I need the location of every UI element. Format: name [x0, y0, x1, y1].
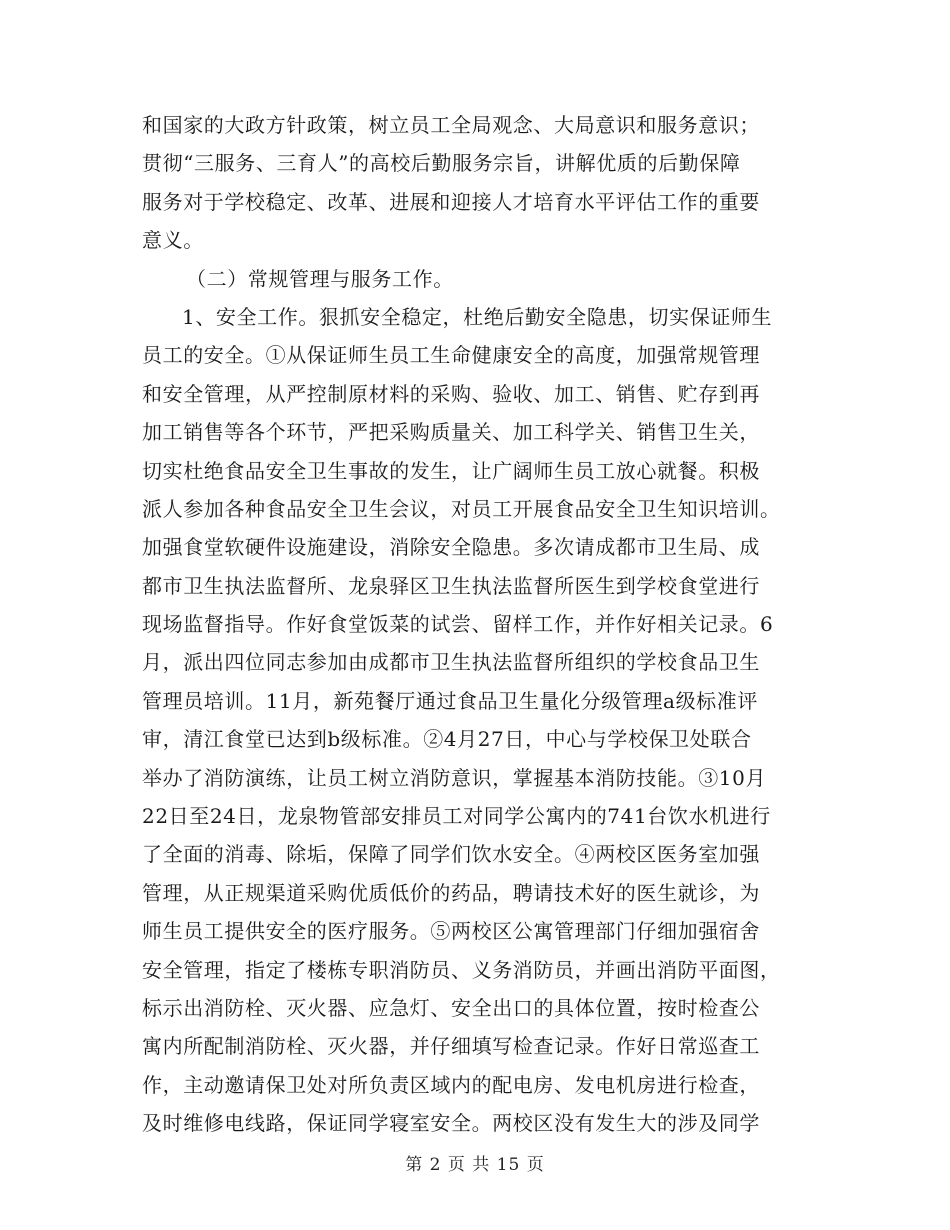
text-line: 管理，从正规渠道采购优质低价的药品，聘请技术好的医生就诊，为	[142, 880, 760, 905]
text-line: 安全管理，指定了楼栋专职消防员、义务消防员，并画出消防平面图，	[142, 957, 781, 982]
document-body	[142, 106, 802, 1143]
text-line: 和国家的大政方针政策，树立员工全局观念、大局意识和服务意识；	[142, 113, 760, 137]
text-line: 都市卫生执法监督所、龙泉驿区卫生执法监督所医生到学校食堂进行	[142, 573, 760, 598]
text-line: 派人参加各种食品安全卫生会议，对员工开展食品安全卫生知识培训。	[142, 496, 781, 521]
text-line: 意义。	[142, 228, 204, 253]
text-line: 服务对于学校稳定、改革、进展和迎接人才培育水平评估工作的重要	[142, 189, 760, 214]
text-line: 了全面的消毒、除垢，保障了同学们饮水安全。④两校区医务室加强	[142, 842, 760, 867]
text-line: 1、安全工作。狠抓安全稳定，杜绝后勤安全隐患，切实保证师生	[182, 304, 773, 329]
text-line: 贯彻“三服务、三育人”的高校后勤服务宗旨，讲解优质的后勤保障	[142, 151, 741, 176]
section-heading: （二）常规管理与服务工作。	[186, 266, 454, 291]
text-line: 举办了消防演练，让员工树立消防意识，掌握基本消防技能。③10月	[142, 765, 767, 790]
text-line: 22日至24日，龙泉物管部安排员工对同学公寓内的741台饮水机进行	[142, 804, 771, 829]
text-line: 员工的安全。①从保证师生员工生命健康安全的高度，加强常规管理	[142, 343, 760, 368]
text-line: 及时维修电线路，保证同学寝室安全。两校区没有发生大的涉及同学	[142, 1111, 760, 1136]
text-line: 寓内所配制消防栓、灭火器，并仔细填写检查记录。作好日常巡查工	[142, 1034, 760, 1059]
text-line: 和安全管理，从严控制原材料的采购、验收、加工、销售、贮存到再	[142, 381, 760, 406]
text-line: 现场监督指导。作好食堂饭菜的试尝、留样工作，并作好相关记录。6	[142, 612, 774, 637]
text-line: 审，清江食堂已达到b级标准。②4月27日，中心与学校保卫处联合	[142, 727, 752, 752]
page-number-footer: 第 2 页 共 15 页	[405, 1155, 545, 1175]
text-line: 切实杜绝食品安全卫生事故的发生，让广阔师生员工放心就餐。积极	[142, 458, 760, 483]
text-line: 师生员工提供安全的医疗服务。⑤两校区公寓管理部门仔细加强宿舍	[142, 919, 760, 944]
text-line: 管理员培训。11月，新苑餐厅通过食品卫生量化分级管理a级标准评	[142, 688, 758, 713]
text-line: 加强食堂软硬件设施建设，消除安全隐患。多次请成都市卫生局、成	[142, 535, 760, 560]
text-line: 作，主动邀请保卫处对所负责区域内的配电房、发电机房进行检查，	[142, 1072, 760, 1097]
text-line: 加工销售等各个环节，严把采购质量关、加工科学关、销售卫生关，	[142, 420, 760, 445]
text-line: 标示出消防栓、灭火器、应急灯、安全出口的具体位置，按时检查公	[142, 995, 760, 1020]
text-line: 月，派出四位同志参加由成都市卫生执法监督所组织的学校食品卫生	[142, 650, 760, 675]
